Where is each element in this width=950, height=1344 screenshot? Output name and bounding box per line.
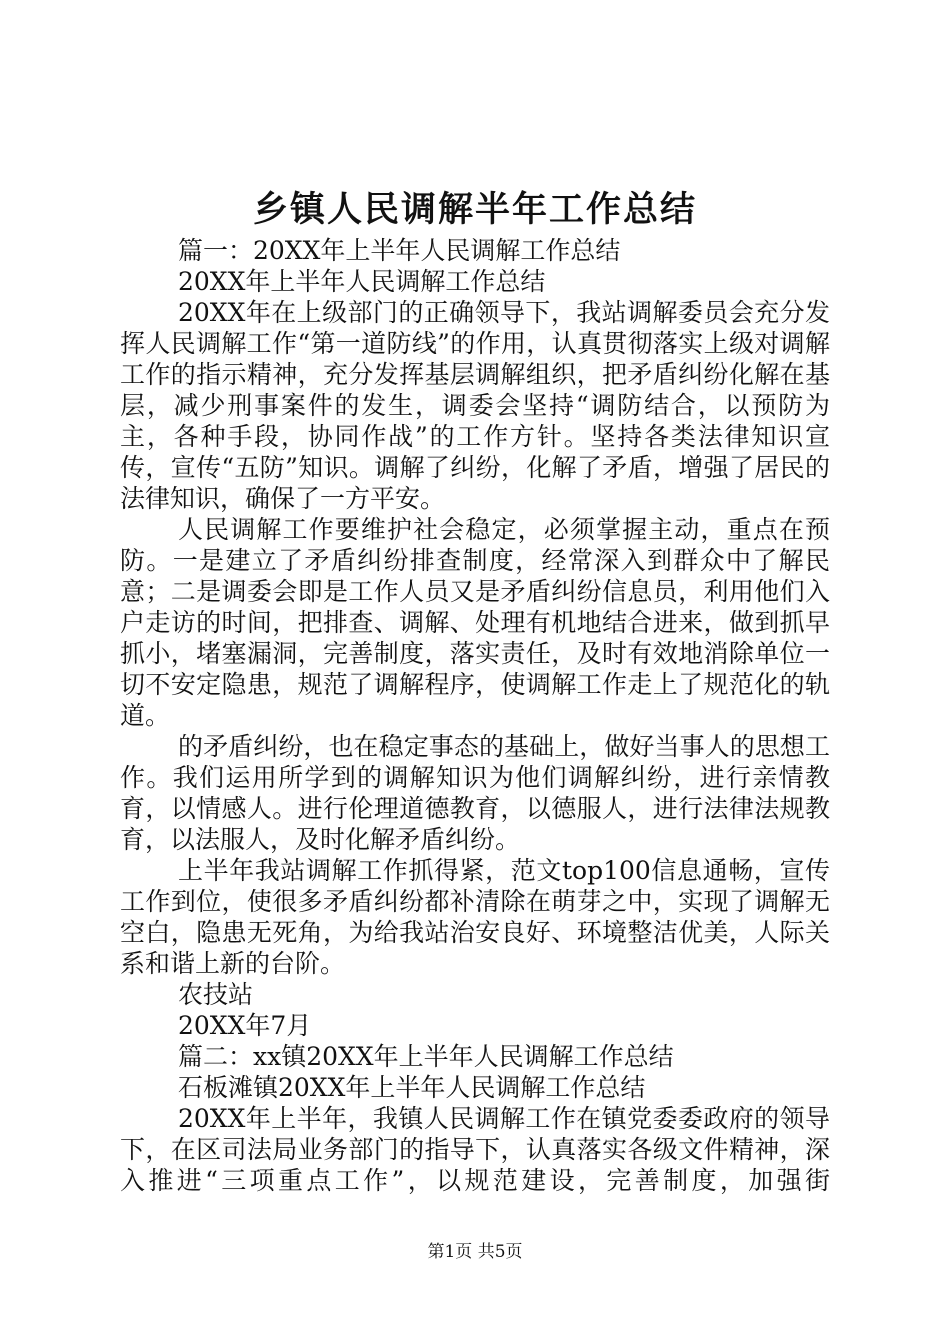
body-paragraph: 20XX年在上级部门的正确领导下，我站调解委员会充分发挥人民调解工作“第一道防线”的作用，认真贯彻落实上级对调解工作的指示精神，充分发挥基层调解组织，把矛盾纠纷化解在基层，减少刑事案件的发生，调委会坚持“调防结合，以预防为主，各种手段，协同作战”的工作方针。坚持各类法律知识宣传，宣传“五防”知识。调解了纠纷，化解了矛盾，增强了居民的法律知识，确保了一方平安。 <box>120 298 830 513</box>
body-paragraph: 上半年我站调解工作抓得紧，范文top100信息通畅，宣传工作到位，使很多矛盾纠纷都补清除在萌芽之中，实现了调解无空白，隐患无死角，为给我站治安良好、环境整洁优美，人际关系和谐上新的台阶。 <box>120 856 830 978</box>
body-paragraph: 的矛盾纠纷，也在稳定事态的基础上，做好当事人的思想工作。我们运用所学到的调解知识为他们调解纠纷，进行亲情教育，以情感人。进行伦理道德教育，以德服人，进行法律法规教育，以法服人，及时化解矛盾纠纷。 <box>120 732 830 854</box>
section-heading-2: 篇二：xx镇20XX年上半年人民调解工作总结 <box>178 1042 674 1071</box>
subheading: 20XX年上半年人民调解工作总结 <box>178 267 546 296</box>
page-number: 第1页 共5页 <box>427 1242 523 1262</box>
page-title: 乡镇人民调解半年工作总结 <box>252 189 697 230</box>
signature-date: 20XX年7月 <box>178 1011 312 1040</box>
section-heading-1: 篇一：20XX年上半年人民调解工作总结 <box>178 236 621 265</box>
body-paragraph: 人民调解工作要维护社会稳定，必须掌握主动，重点在预防。一是建立了矛盾纠纷排查制度，经常深入到群众中了解民意；二是调委会即是工作人员又是矛盾纠纷信息员，利用他们入户走访的时间，把排查、调解、处理有机地结合进来，做到抓早抓小，堵塞漏洞，完善制度，落实责任，及时有效地消除单位一切不安定隐患，规范了调解程序，使调解工作走上了规范化的轨道。 <box>120 515 830 730</box>
subheading: 石板滩镇20XX年上半年人民调解工作总结 <box>178 1073 646 1102</box>
signature-org: 农技站 <box>178 980 254 1009</box>
body-paragraph: 20XX年上半年，我镇人民调解工作在镇党委委政府的领导下，在区司法局业务部门的指导下，认真落实各级文件精神，深入推进“三项重点工作”，以规范建设，完善制度，加强街 <box>120 1104 830 1195</box>
document-body <box>120 235 830 1196</box>
